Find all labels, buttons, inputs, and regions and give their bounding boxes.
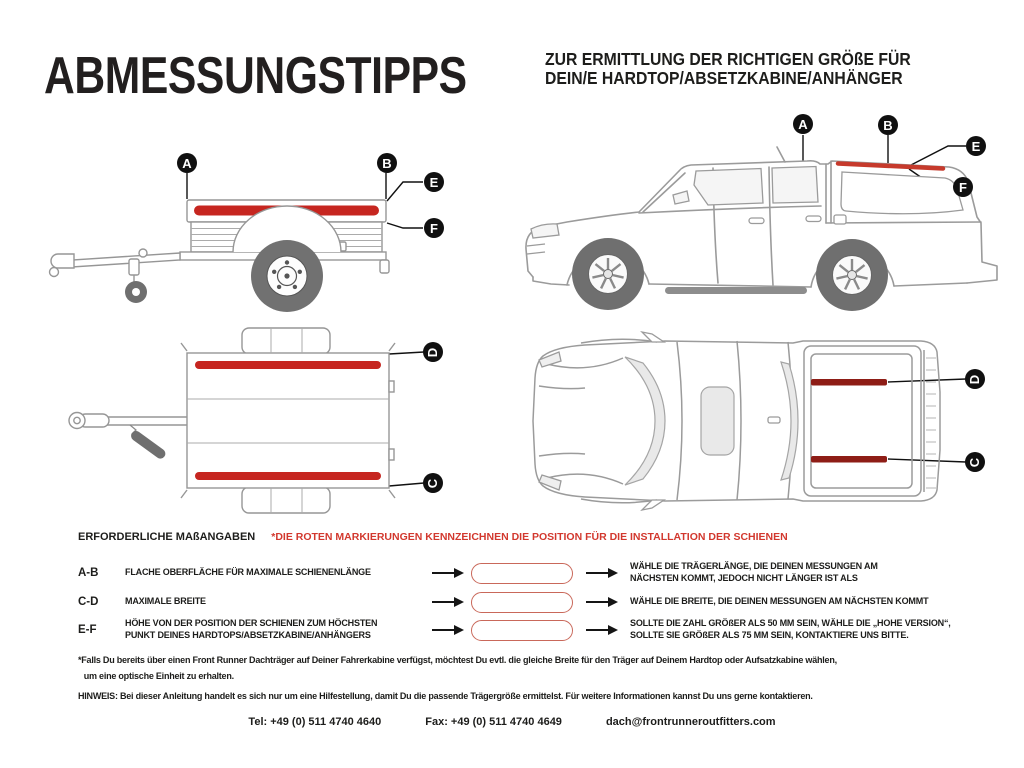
arrow-right-icon [432, 568, 464, 579]
trailer-side-view-diagram [30, 120, 460, 320]
measurement-result-ef: SOLLTE DIE ZAHL GRÖßER ALS 50 MM SEIN, WÄHLE DIE „HOHE VERSION“, SOLLTE SIE GRÖßER ALS 75 MM SEIN, KONTAKTIERE UNS BITTE. [630, 617, 951, 641]
measurement-result-cd: WÄHLE DIE BREITE, DIE DEINEN MESSUNGEN AM NÄCHSTEN KOMMT [630, 595, 929, 607]
measurement-section-header [78, 531, 788, 543]
label-a-badge-truck: A [793, 114, 813, 134]
arrow-right-icon [586, 625, 618, 636]
rear-window [781, 362, 798, 480]
measurement-row-ef [78, 613, 1008, 647]
measurement-key-cd: C-D [78, 596, 99, 608]
label-f-badge-trailer: F [424, 218, 444, 238]
measurement-result-ab: WÄHLE DIE TRÄGERLÄNGE, DIE DEINEN MESSUNGEN AM NÄCHSTEN KOMMT, JEDOCH NICHT LÄNGER IST ALS [630, 560, 878, 584]
running-board [665, 287, 807, 294]
trailer-top-view-diagram [35, 325, 465, 535]
label-a-badge-trailer: A [177, 153, 197, 173]
page-subtitle [545, 50, 911, 88]
page-title: ABMESSUNGSTIPPS [44, 47, 467, 105]
contact-email[interactable]: dach@frontrunneroutfitters.com [605, 716, 776, 728]
measurement-key-ab: A-B [78, 567, 99, 579]
truck-rear-wheel [816, 239, 888, 311]
contact-bar [0, 716, 1024, 728]
measurement-row-ab [78, 556, 1008, 590]
contact-tel: Tel: +49 (0) 511 4740 4640 [248, 716, 382, 728]
rail-marker-canopy-side [838, 164, 943, 169]
label-b-badge-truck: B [878, 115, 898, 135]
subtitle-line-2: DEIN/E HARDTOP/ABSETZKABINE/ANHÄNGER [545, 68, 903, 88]
asterisk-footnote: *Falls Du bereits über einen Front Runner Dachträger auf Deiner Fahrerkabine verfügst, möchtest Du evtl. die gleiche Breite für den Träger auf Deinem Hardtop oder Aufsatzkabine wählen, um eine optische Einheit zu erhalten. [78, 655, 837, 682]
contact-fax: Fax: +49 (0) 511 4740 4649 [425, 716, 562, 728]
label-c-badge-trailer-top: C [423, 473, 443, 493]
measurement-label-ef: HÖHE VON DER POSITION DER SCHIENEN ZUM HÖCHSTEN PUNKT DEINES HARDTOPS/ABSETZKABINE/ANHÄNGERS [125, 617, 378, 641]
label-d-badge-truck-top: D [965, 369, 985, 389]
section-title: ERFORDERLICHE MAßANGABEN [78, 531, 256, 543]
subtitle-line-1: ZUR ERMITTLUNG DER RICHTIGEN GRÖßE FÜR [545, 49, 911, 69]
label-f-badge-truck: F [953, 177, 973, 197]
arrow-right-icon [432, 597, 464, 608]
rail-marker-trailer-top-1 [195, 361, 381, 369]
handbrake-lever [129, 429, 167, 461]
label-b-badge-trailer: B [377, 153, 397, 173]
truck-front-wheel [572, 238, 644, 310]
hinweis-note: HINWEIS: Bei dieser Anleitung handelt es sich nur um eine Hilfestellung, damit Du die passende Trägergröße ermittelst. Für weitere Informationen kannst Du uns gerne kontaktieren. [78, 691, 813, 702]
rail-marker-trailer-top-2 [195, 472, 381, 480]
truck-side-view-diagram [515, 105, 1010, 325]
measurement-row-cd [78, 591, 1008, 613]
measurement-key-ef: E-F [78, 624, 97, 636]
sunroof [701, 387, 734, 455]
measurement-input-ef[interactable] [471, 620, 573, 641]
label-e-badge-trailer: E [424, 172, 444, 192]
label-e-badge-truck: E [966, 136, 986, 156]
arrow-right-icon [586, 597, 618, 608]
truck-top-view-diagram [525, 330, 1015, 525]
measurement-label-cd: MAXIMALE BREITE [125, 595, 206, 607]
label-c-badge-truck-top: C [965, 452, 985, 472]
section-red-note: *DIE ROTEN MARKIERUNGEN KENNZEICHNEN DIE POSITION FÜR DIE INSTALLATION DER SCHIENEN [271, 531, 788, 543]
tailgate-hatch [926, 358, 936, 488]
measurement-input-ab[interactable] [471, 563, 573, 584]
arrow-right-icon [586, 568, 618, 579]
windshield [625, 357, 665, 485]
arrow-right-icon [432, 625, 464, 636]
label-d-badge-trailer-top: D [423, 342, 443, 362]
measurement-label-ab: FLACHE OBERFLÄCHE FÜR MAXIMALE SCHIENENLÄNGE [125, 566, 371, 578]
rail-marker-truck-top-1 [811, 379, 887, 386]
measurement-input-cd[interactable] [471, 592, 573, 613]
rail-marker-truck-top-2 [811, 456, 887, 463]
